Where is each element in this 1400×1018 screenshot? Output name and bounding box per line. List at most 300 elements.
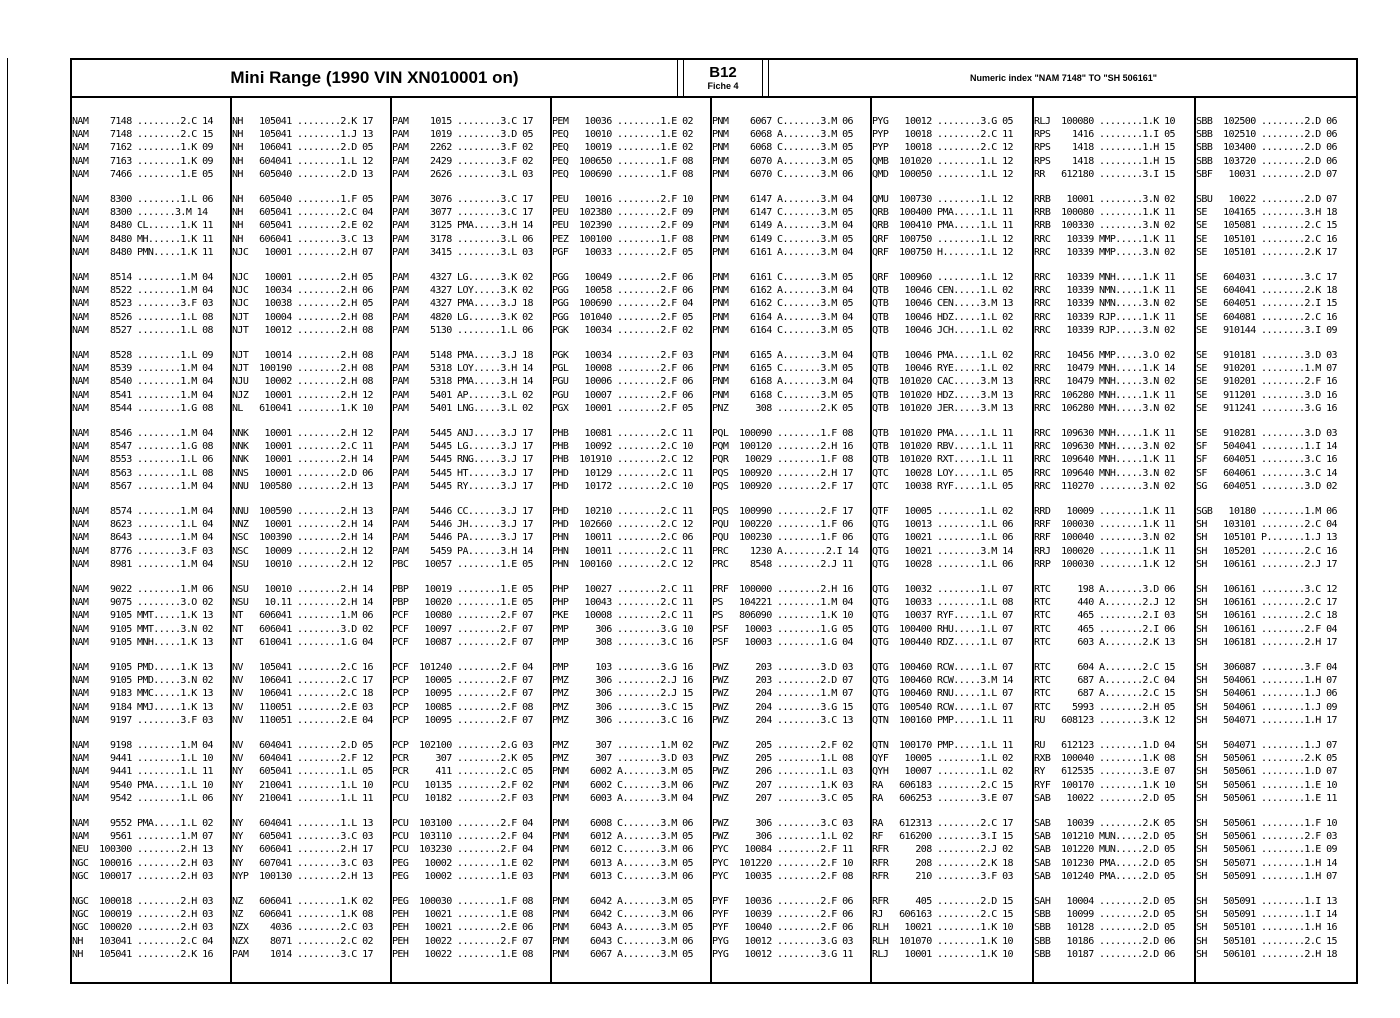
index-entry: NY 605041 ........3.C 03	[232, 831, 373, 843]
index-entry: PRC 1230 A........2.I 14	[712, 545, 859, 557]
index-entry: PNM 6161 C.......3.M 05	[712, 272, 853, 283]
index-entry: SBU 10022 ........2.D 07	[1196, 194, 1337, 205]
index-entry: RRC 109640 MNH.....1.K 11	[1034, 454, 1175, 466]
index-entry: NT 610041 ........1.G 04	[232, 636, 373, 648]
fiche-code: B12	[709, 63, 737, 81]
index-entry: NAM 8623 ........1.L 04	[72, 519, 213, 531]
index-entry: NNK 10001 ........2.C 11	[232, 441, 373, 453]
index-entry: QTG 10037 RYF.....1.L 07	[872, 610, 1013, 622]
index-entry: PAM 5446 PA......3.J 17	[392, 532, 533, 544]
index-entry: NZ 606041 ........1.K 08	[232, 909, 373, 921]
index-entry: PYF 10039 ........2.F 06	[712, 909, 853, 921]
index-entry: PCP 10005 ........2.F 07	[392, 675, 533, 687]
index-entry: PEH 10022 ........2.F 07	[392, 935, 533, 947]
index-entry: SH 306087 ........3.F 04	[1196, 662, 1337, 673]
index-entry: NSC 10009 ........2.H 12	[232, 545, 373, 557]
index-entry: RXB 100040 ........1.K 08	[1034, 753, 1175, 765]
index-entry: PHB 10081 ........2.C 11	[552, 428, 693, 439]
index-entry: PAM 3076 ........3.C 17	[392, 194, 533, 205]
index-entry: PNM 6043 A.......3.M 05	[552, 922, 693, 934]
index-entry: PAM 1014 ........3.C 17	[232, 948, 373, 960]
index-entry: QRF 100750 ........1.L 12	[872, 233, 1013, 245]
index-entry: PEG 10002 ........1.E 03	[392, 870, 533, 882]
index-entry: RRC 106280 MNH.....3.N 02	[1034, 402, 1175, 414]
index-entry: PAM 5445 ANJ.....3.J 17	[392, 428, 533, 439]
index-entry: RRP 100030 ........1.K 12	[1034, 558, 1175, 570]
index-entry: PNM 6147 C.......3.M 05	[712, 207, 853, 219]
index-entry: PMZ 306 ........3.C 16	[552, 714, 693, 726]
index-entry: PRF 100000 ........2.H 16	[712, 584, 853, 595]
index-entry: PNM 6147 A.......3.M 04	[712, 194, 853, 205]
index-entry: NH 604041 ........1.L 12	[232, 155, 373, 167]
index-entry: PNM 6165 C.......3.M 05	[712, 363, 853, 375]
index-entry: RYF 100170 ........1.K 10	[1034, 779, 1175, 791]
index-entry: QTN 100160 PMP.....1.L 11	[872, 714, 1013, 726]
index-entry: PNM 6068 C.......3.M 05	[712, 142, 853, 154]
index-entry: PNM 6161 A.......3.M 04	[712, 246, 853, 258]
index-entry: SH 505061 ........2.F 03	[1196, 831, 1337, 843]
index-entry: SBB 103720 ........2.D 06	[1196, 155, 1337, 167]
index-entry: NSU 10.11 ........2.H 14	[232, 597, 373, 609]
index-entry: NNZ 10001 ........2.H 14	[232, 519, 373, 531]
index-entry: RRC 10339 NMN.....3.N 02	[1034, 298, 1175, 310]
index-entry: PHN 100160 ........2.C 12	[552, 558, 693, 570]
index-entry: QTN 100170 PMP.....1.L 11	[872, 740, 1013, 751]
index-entry: SE 910281 ........3.D 03	[1196, 428, 1337, 439]
index-entry: RRC 10479 MNH.....3.N 02	[1034, 376, 1175, 388]
index-entry: PCU 103110 ........2.F 04	[392, 831, 533, 843]
index-entry: PGG 101040 ........2.F 05	[552, 311, 693, 323]
index-entry: NAM 7148 ........2.C 15	[72, 129, 213, 141]
index-entry: PEG 10002 ........1.E 02	[392, 857, 533, 869]
index-entry: PMP 306 ........3.G 10	[552, 623, 693, 635]
index-entry: PAM 3077 ........3.C 17	[392, 207, 533, 219]
index-entry: SH 505091 ........1.I 13	[1196, 896, 1337, 907]
index-entry: SE 105101 ........2.C 16	[1196, 233, 1337, 245]
index-entry: PBP 10019 ........1.E 05	[392, 584, 533, 595]
header-bar	[72, 60, 1356, 98]
index-entry: SH 505061 ........1.F 10	[1196, 818, 1337, 829]
index-entry: PAM 5401 LNG.....3.L 02	[392, 402, 533, 414]
index-entry: RPS 1416 ........1.I 05	[1034, 129, 1175, 141]
index-entry: SH 505101 ........1.H 16	[1196, 922, 1337, 934]
index-entry: RR 612180 ........3.I 15	[1034, 168, 1175, 180]
index-entry: NGC 100018 ........2.H 03	[72, 896, 213, 907]
index-entry: PYC 101220 ........2.F 10	[712, 857, 853, 869]
index-entry: QMD 100050 ........1.L 12	[872, 168, 1013, 180]
index-entry: QTG 100440 RDZ.....1.L 07	[872, 636, 1013, 648]
index-entry: NGC 100016 ........2.H 03	[72, 857, 213, 869]
index-entry: PHD 10129 ........2.C 11	[552, 467, 693, 479]
index-entry: SH 506101 ........2.H 18	[1196, 948, 1337, 960]
index-entry: NH 605041 ........2.C 04	[232, 207, 373, 219]
index-entry: PNM 6067 C.......3.M 06	[712, 116, 853, 127]
index-entry: PNM 6067 A.......3.M 05	[552, 948, 693, 960]
index-entry: QYH 10007 ........1.L 02	[872, 766, 1013, 778]
index-entry: NNS 10001 ........2.D 06	[232, 467, 373, 479]
index-entry: PYF 10036 ........2.F 06	[712, 896, 853, 907]
index-entry: SF 604061 ........3.C 14	[1196, 467, 1337, 479]
index-entry: SH 505061 ........1.E 10	[1196, 779, 1337, 791]
index-entry: PWZ 207 ........3.C 05	[712, 792, 853, 804]
index-entry: RTC 687 A.......2.C 15	[1034, 688, 1175, 700]
index-entry: NH 105041 ........1.J 13	[232, 129, 373, 141]
index-entry: PAM 5401 AP......3.L 02	[392, 389, 533, 401]
index-entry: PBP 10020 ........1.E 05	[392, 597, 533, 609]
index-entry: NH 105041 ........2.K 17	[232, 116, 373, 127]
index-entry: PAM 2429 ........3.F 02	[392, 155, 533, 167]
index-entry: NY 210041 ........1.L 10	[232, 779, 373, 791]
index-entry: PNM 6002 A.......3.M 05	[552, 766, 693, 778]
index-entry: NV 604041 ........2.D 05	[232, 740, 373, 751]
index-entry: RTC 465 ........2.I 03	[1034, 610, 1175, 622]
index-entry: PAM 5446 JH......3.J 17	[392, 519, 533, 531]
index-entry: PNM 6013 A.......3.M 05	[552, 857, 693, 869]
index-entry: PYG 10012 ........3.G 03	[712, 935, 853, 947]
index-entry: NAM 8480 CL......1.K 11	[72, 220, 213, 232]
index-entry: NAM 7162 ........1.K 09	[72, 142, 213, 154]
index-entry: RFR 208 ........2.K 18	[872, 857, 1013, 869]
index-entry: PAM 4327 LG......3.K 02	[392, 272, 533, 283]
index-entry: QTB 10046 PMA.....1.L 02	[872, 350, 1013, 361]
index-entry: NJC 10001 ........2.H 07	[232, 246, 373, 258]
index-entry: NH 606041 ........3.C 13	[232, 233, 373, 245]
index-entry: PNM 6043 C.......3.M 06	[552, 935, 693, 947]
index-range-label: Numeric index "NAM 7148" TO "SH 506161"	[768, 60, 1358, 96]
index-entry: NAM 8563 ........1.L 08	[72, 467, 213, 479]
index-entry: SE 911201 ........3.D 16	[1196, 389, 1337, 401]
index-entry: PAM 2262 ........3.F 02	[392, 142, 533, 154]
index-entry: PNM 6168 C.......3.M 05	[712, 389, 853, 401]
index-entry: PCP 10085 ........2.F 08	[392, 701, 533, 713]
index-entry: PCR 307 ........2.K 05	[392, 753, 533, 765]
index-entry: PCP 10095 ........2.F 07	[392, 688, 533, 700]
index-entry: PQS 100920 ........2.F 17	[712, 480, 853, 492]
index-entry: NAM 7466 ........1.E 05	[72, 168, 213, 180]
index-entry: SAB 101210 MUN.....2.D 05	[1034, 831, 1175, 843]
index-entry: QTB 10046 CEN.....1.L 02	[872, 285, 1013, 297]
index-entry: RRC 10339 MNH.....1.K 11	[1034, 272, 1175, 283]
index-entry: SE 104165 ........3.H 18	[1196, 207, 1337, 219]
index-entry: PAM 4327 LOY.....3.K 02	[392, 285, 533, 297]
index-entry: SAH 10004 ........2.D 05	[1034, 896, 1175, 907]
index-entry: SH 105201 ........2.C 16	[1196, 545, 1337, 557]
index-entry: NNU 100590 ........2.H 13	[232, 506, 373, 517]
index-entry: PNM 6168 A.......3.M 04	[712, 376, 853, 388]
index-entry: PNM 6070 A.......3.M 05	[712, 155, 853, 167]
index-entry: PEU 102390 ........2.F 09	[552, 220, 693, 232]
index-entry: PWZ 205 ........2.F 02	[712, 740, 853, 751]
index-entry: NV 110051 ........2.E 03	[232, 701, 373, 713]
index-entry: NAM 9198 ........1.M 04	[72, 740, 213, 751]
index-entry: NY 606041 ........2.H 17	[232, 844, 373, 856]
fiche-page	[70, 58, 1358, 984]
index-entry: PRC 8548 ........2.J 11	[712, 558, 853, 570]
index-entry: NJC 10034 ........2.H 06	[232, 285, 373, 297]
index-entry: NJC 10038 ........2.H 05	[232, 298, 373, 310]
index-entry: PAM 5148 PMA.....3.J 18	[392, 350, 533, 361]
index-entry: QTB 10046 JCH.....1.L 02	[872, 324, 1013, 336]
index-entry: QTB 101020 RXT.....1.L 11	[872, 454, 1013, 466]
index-entry: PGF 10033 ........2.F 05	[552, 246, 693, 258]
index-entry: RRF 100040 ........3.N 02	[1034, 532, 1175, 544]
index-entry: RLH 101070 ........1.K 10	[872, 935, 1013, 947]
index-entry: PEQ 10019 ........1.E 02	[552, 142, 693, 154]
index-entry: PGG 10049 ........2.F 06	[552, 272, 693, 283]
index-entry: RFR 405 ........2.D 15	[872, 896, 1013, 907]
index-entry: NT 606041 ........1.M 06	[232, 610, 373, 622]
index-entry: NAM 7148 ........2.C 14	[72, 116, 213, 127]
index-column-8	[1194, 98, 1356, 982]
index-entry: PWZ 204 ........1.M 07	[712, 688, 853, 700]
index-entry: RRC 109630 MNH.....1.K 11	[1034, 428, 1175, 439]
index-entry: PNM 6149 C.......3.M 05	[712, 233, 853, 245]
index-column-5	[710, 98, 870, 982]
index-entry: PGU 10007 ........2.F 06	[552, 389, 693, 401]
index-entry: NZX 8071 ........2.C 02	[232, 935, 373, 947]
index-entry: RY 612535 ........3.E 07	[1034, 766, 1175, 778]
index-entry: RTC 440 A.......2.J 12	[1034, 597, 1175, 609]
index-entry: PHP 10043 ........2.C 11	[552, 597, 693, 609]
index-entry: RRC 10339 RJP.....1.K 11	[1034, 311, 1175, 323]
index-entry: QTF 10005 ........1.L 02	[872, 506, 1013, 517]
index-entry: PGL 10008 ........2.F 06	[552, 363, 693, 375]
index-entry: RTC 603 A.......2.K 13	[1034, 636, 1175, 648]
index-entry: PAM 5446 CC......3.J 17	[392, 506, 533, 517]
left-margin-line	[7, 58, 8, 984]
index-entry: RRC 109640 MNH.....3.N 02	[1034, 467, 1175, 479]
index-entry: SAB 10039 ........2.K 05	[1034, 818, 1175, 829]
index-entry: RFR 210 ........3.F 03	[872, 870, 1013, 882]
index-entry: PHP 10027 ........2.C 11	[552, 584, 693, 595]
index-entry: RA 612313 ........2.C 17	[872, 818, 1013, 829]
index-entry: NY 210041 ........1.L 11	[232, 792, 373, 804]
index-entry: NAM 8544 ........1.G 08	[72, 402, 213, 414]
index-entry: SF 504041 ........1.I 14	[1196, 441, 1337, 453]
index-entry: PAM 1019 ........3.D 05	[392, 129, 533, 141]
index-entry: PQS 100990 ........2.F 17	[712, 506, 853, 517]
index-entry: NAM 8480 PMN.....1.K 11	[72, 246, 213, 258]
index-entry: NAM 8553 ........1.L 06	[72, 454, 213, 466]
index-entry: QTB 101020 CAC.....3.M 13	[872, 376, 1013, 388]
index-entry: PCU 103100 ........2.F 04	[392, 818, 533, 829]
index-entry: QTB 10046 HDZ.....1.L 02	[872, 311, 1013, 323]
index-entry: PHN 10011 ........2.C 11	[552, 545, 693, 557]
index-entry: PAM 5318 PMA.....3.H 14	[392, 376, 533, 388]
index-entry: NAM 8522 ........1.M 04	[72, 285, 213, 297]
index-entry: PCF 10087 ........2.F 07	[392, 636, 533, 648]
index-entry: PCP 10095 ........2.F 07	[392, 714, 533, 726]
index-entry: PHD 10172 ........2.C 10	[552, 480, 693, 492]
index-entry: NJT 10004 ........2.H 08	[232, 311, 373, 323]
index-entry: SGB 10180 ........1.M 06	[1196, 506, 1337, 517]
index-entry: RRC 10339 RJP.....3.N 02	[1034, 324, 1175, 336]
index-entry: NV 106041 ........2.C 18	[232, 688, 373, 700]
index-entry: NAM 8526 ........1.L 08	[72, 311, 213, 323]
index-entry: SE 105081 ........2.C 15	[1196, 220, 1337, 232]
fiche-frame	[683, 60, 763, 96]
index-entry: PEZ 100100 ........1.F 08	[552, 233, 693, 245]
index-entry: PQS 100920 ........2.H 17	[712, 467, 853, 479]
index-entry: PNM 6162 C.......3.M 05	[712, 298, 853, 310]
index-entry: QTG 100460 RCW.....1.L 07	[872, 662, 1013, 673]
index-entry: PYG 10012 ........3.G 05	[872, 116, 1013, 127]
index-entry: SH 505091 ........1.H 07	[1196, 870, 1337, 882]
index-entry: SBB 10128 ........2.D 05	[1034, 922, 1175, 934]
index-entry: RRC 10339 MMP.....1.K 11	[1034, 233, 1175, 245]
index-entry: PYG 10012 ........3.G 11	[712, 948, 853, 960]
index-entry: NJT 10014 ........2.H 08	[232, 350, 373, 361]
index-entry: PGK 10034 ........2.F 03	[552, 350, 693, 361]
index-entry: RRC 10456 MMP.....3.O 02	[1034, 350, 1175, 361]
index-entry: NAM 8514 ........1.M 04	[72, 272, 213, 283]
index-column-4	[550, 98, 710, 982]
index-entry: PYP 10018 ........2.C 12	[872, 142, 1013, 154]
index-entry: QTB 10046 RYE.....1.L 02	[872, 363, 1013, 375]
index-entry: PNM 6042 C.......3.M 06	[552, 909, 693, 921]
index-entry: NY 604041 ........1.L 13	[232, 818, 373, 829]
index-entry: SE 910201 ........2.F 16	[1196, 376, 1337, 388]
index-entry: PWZ 306 ........1.L 02	[712, 831, 853, 843]
index-entry: NAM 8527 ........1.L 08	[72, 324, 213, 336]
index-entry: NV 105041 ........2.C 16	[232, 662, 373, 673]
index-entry: PWZ 205 ........1.L 08	[712, 753, 853, 765]
index-entry: RRB 100080 ........1.K 11	[1034, 207, 1175, 219]
index-entry: SH 105101 P.......1.J 13	[1196, 532, 1337, 544]
index-entry: SE 105101 ........2.K 17	[1196, 246, 1337, 258]
index-entry: NY 607041 ........3.C 03	[232, 857, 373, 869]
index-entry: PNM 6002 C.......3.M 06	[552, 779, 693, 791]
index-entry: PMZ 306 ........3.C 15	[552, 701, 693, 713]
index-entry: PNM 6008 C.......3.M 06	[552, 818, 693, 829]
index-column-3	[390, 98, 550, 982]
index-entry: PAM 3125 PMA.....3.H 14	[392, 220, 533, 232]
index-entry: SH 106161 ........2.C 18	[1196, 610, 1337, 622]
index-entry: NAM 8567 ........1.M 04	[72, 480, 213, 492]
index-entry: NAM 7163 ........1.K 09	[72, 155, 213, 167]
index-entry: RPS 1418 ........1.H 15	[1034, 142, 1175, 154]
index-entry: SH 505061 ........1.E 11	[1196, 792, 1337, 804]
index-entry: PAM 5445 HT......3.J 17	[392, 467, 533, 479]
index-entry: PEH 10022 ........1.E 08	[392, 948, 533, 960]
index-entry: RRC 10479 MNH.....1.K 14	[1034, 363, 1175, 375]
index-entry: NV 604041 ........2.F 12	[232, 753, 373, 765]
index-entry: PEH 10021 ........2.E 06	[392, 922, 533, 934]
index-entry: RTC 198 A.......3.D 06	[1034, 584, 1175, 595]
index-entry: PQU 100230 ........1.F 06	[712, 532, 853, 544]
index-entry: SH 103101 ........2.C 04	[1196, 519, 1337, 531]
index-entry: PBC 10057 ........1.E 05	[392, 558, 533, 570]
index-entry: SE 910181 ........3.D 03	[1196, 350, 1337, 361]
index-entry: NSC 100390 ........2.H 14	[232, 532, 373, 544]
index-entry: PAM 3178 ........3.L 06	[392, 233, 533, 245]
index-entry: NH 106041 ........2.D 05	[232, 142, 373, 154]
index-entry: SE 604051 ........2.I 15	[1196, 298, 1337, 310]
index-entry: PNM 6164 C.......3.M 05	[712, 324, 853, 336]
index-entry: QTG 10021 ........3.M 14	[872, 545, 1013, 557]
index-entry: NSU 10010 ........2.H 12	[232, 558, 373, 570]
index-entry: PYP 10018 ........2.C 11	[872, 129, 1013, 141]
index-entry: PHB 101910 ........2.C 12	[552, 454, 693, 466]
index-entry: SH 505071 ........1.H 14	[1196, 857, 1337, 869]
fiche-label: Fiche 4	[707, 80, 739, 91]
index-entry: NNK 10001 ........2.H 12	[232, 428, 373, 439]
index-entry: PAM 2626 ........3.L 03	[392, 168, 533, 180]
index-entry: PS 104221 ........1.M 04	[712, 597, 853, 609]
index-entry: NAM 8539 ........1.M 04	[72, 363, 213, 375]
index-entry: RU 612123 ........1.D 04	[1034, 740, 1175, 751]
index-entry: PWZ 203 ........2.D 07	[712, 675, 853, 687]
index-entry: NJZ 10001 ........2.H 12	[232, 389, 373, 401]
index-entry: RRF 100030 ........1.K 11	[1034, 519, 1175, 531]
index-entry: PNM 6012 A.......3.M 05	[552, 831, 693, 843]
index-entry: PCF 101240 ........2.F 04	[392, 662, 533, 673]
index-entry: NH 103041 ........2.C 04	[72, 935, 213, 947]
index-entry: PEU 102380 ........2.F 09	[552, 207, 693, 219]
index-entry: RA 606253 ........3.E 07	[872, 792, 1013, 804]
index-entry: NH 605041 ........2.E 02	[232, 220, 373, 232]
index-entry: NY 605041 ........1.L 05	[232, 766, 373, 778]
index-entry: SBB 10186 ........2.D 06	[1034, 935, 1175, 947]
index-entry: PQL 100090 ........1.F 08	[712, 428, 853, 439]
index-entry: PQR 10029 ........1.F 08	[712, 454, 853, 466]
index-entry: QRB 100410 PMA.....1.L 11	[872, 220, 1013, 232]
index-entry: NAM 9542 ........1.L 06	[72, 792, 213, 804]
index-entry: RLJ 100080 ........1.K 10	[1034, 116, 1175, 127]
index-entry: QTC 10038 RYF.....1.L 05	[872, 480, 1013, 492]
index-entry: QTG 10013 ........1.L 06	[872, 519, 1013, 531]
index-entry: PHB 10092 ........2.C 10	[552, 441, 693, 453]
index-entry: PMP 308 ........3.C 16	[552, 636, 693, 648]
index-entry: PCU 10182 ........2.F 03	[392, 792, 533, 804]
index-entry: SAB 101220 MUN.....2.D 05	[1034, 844, 1175, 856]
index-entry: SH 504071 ........1.J 07	[1196, 740, 1337, 751]
index-entry: RTC 687 A.......2.C 04	[1034, 675, 1175, 687]
index-entry: NAM 9105 PMD.....3.N 02	[72, 675, 213, 687]
index-entry: NAM 9105 MMT.....3.N 02	[72, 623, 213, 635]
index-entry: PNM 6042 A.......3.M 05	[552, 896, 693, 907]
index-entry: NAM 8574 ........1.M 04	[72, 506, 213, 517]
index-entry: SH 106161 ........2.J 17	[1196, 558, 1337, 570]
index-entry: NAM 8300 ........1.L 06	[72, 194, 213, 205]
index-entry: SE 604081 ........2.C 16	[1196, 311, 1337, 323]
index-entry: RRC 106280 MNH.....1.K 11	[1034, 389, 1175, 401]
index-entry: PEQ 100650 ........1.F 08	[552, 155, 693, 167]
index-entry: NAM 8480 MH......1.K 11	[72, 233, 213, 245]
index-entry: NAM 9183 MMC.....1.K 13	[72, 688, 213, 700]
index-entry: NNU 100580 ........2.H 13	[232, 480, 373, 492]
index-entry: PAM 1015 ........3.C 17	[392, 116, 533, 127]
index-entry: PCU 103230 ........2.F 04	[392, 844, 533, 856]
index-entry: QMU 100730 ........1.L 12	[872, 194, 1013, 205]
index-entry: SH 504061 ........1.J 06	[1196, 688, 1337, 700]
index-entry: NAM 9105 MNH.....1.K 13	[72, 636, 213, 648]
index-entry: QRB 100400 PMA.....1.L 11	[872, 207, 1013, 219]
index-entry: PNM 6013 C.......3.M 06	[552, 870, 693, 882]
index-entry: NAM 8981 ........1.M 04	[72, 558, 213, 570]
index-entry: RLH 10021 ........1.K 10	[872, 922, 1013, 934]
index-entry: QTB 101020 JER.....3.M 13	[872, 402, 1013, 414]
index-entry: NAM 9105 MMT.....1.K 13	[72, 610, 213, 622]
index-entry: PYC 10035 ........2.F 08	[712, 870, 853, 882]
index-entry: SH 106161 ........3.C 12	[1196, 584, 1337, 595]
index-entry: PNM 6164 A.......3.M 04	[712, 311, 853, 323]
index-entry: PQM 100120 ........2.H 16	[712, 441, 853, 453]
index-entry: SE 604041 ........2.K 18	[1196, 285, 1337, 297]
index-entry: RRC 110270 ........3.N 02	[1034, 480, 1175, 492]
index-entry: RRD 10009 ........1.K 11	[1034, 506, 1175, 517]
index-entry: NGC 100020 ........2.H 03	[72, 922, 213, 934]
